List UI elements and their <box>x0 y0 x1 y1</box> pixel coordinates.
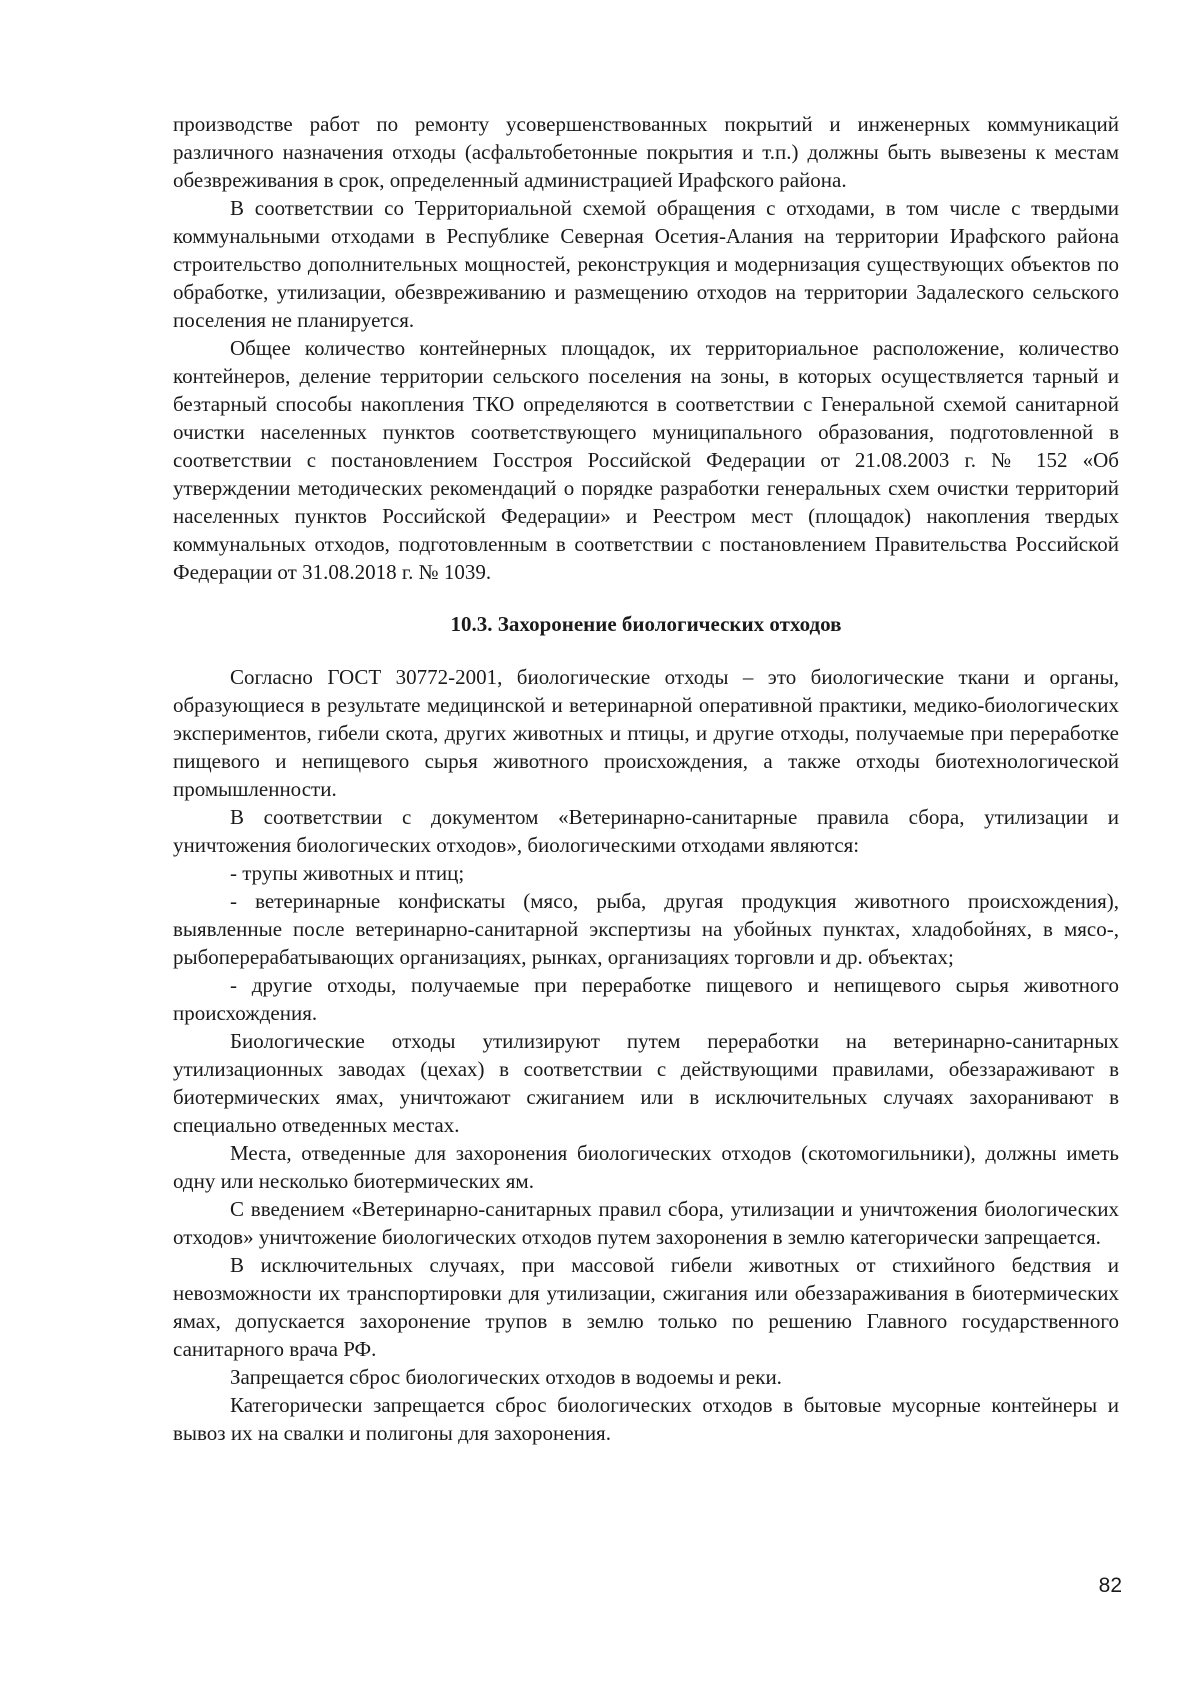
paragraph-container-prohibition: Категорически запрещается сброс биологических отходов в бытовые мусорные контейнеры и вывоз их на свалки и полигоны для захоронения. <box>173 1393 1119 1445</box>
document-body <box>173 110 1119 1447</box>
list-item-carcasses: - трупы животных и птиц; <box>230 861 465 885</box>
paragraph-vet-rules: В соответствии с документом «Ветеринарно-санитарные правила сбора, утилизации и уничтожения биологических отходов», биологическими отходами являются: <box>173 805 1119 857</box>
paragraph-gost-definition: Согласно ГОСТ 30772-2001, биологические отходы – это биологические ткани и органы, образующиеся в результате медицинской и ветеринарной оперативной практики, медико-биологических экспериментов, гибели скота, других животных и птицы, и другие отходы, получаемые при переработке пищевого и непищевого сырья животного происхождения, а также отходы биотехнологической промышленности. <box>173 665 1119 801</box>
section-heading: 10.3. Захоронение биологических отходов <box>450 612 842 636</box>
paragraph-burial-sites: Места, отведенные для захоронения биологических отходов (скотомогильники), должны иметь одну или несколько биотермических ям. <box>173 1141 1119 1193</box>
list-item-confiscates: - ветеринарные конфискаты (мясо, рыба, другая продукция животного происхождения), выявленные после ветеринарно-санитарной экспертизы на убойных пунктах, хладобойнях, в мясо-, рыбоперерабатывающих организациях, рынках, организациях торговли и др. объектах; <box>173 889 1119 969</box>
paragraph-disposal-methods: Биологические отходы утилизируют путем переработки на ветеринарно-санитарных утилизационных заводах (цехах) в соответствии с действующими правилами, обеззараживают в биотермических ямах, уничтожают сжиганием или в исключительных случаях захоранивают в специально отведенных местах. <box>173 1029 1119 1137</box>
paragraph-territorial-scheme: В соответствии со Территориальной схемой обращения с отходами, в том числе с твердыми коммунальными отходами в Республике Северная Осетия-Алания на территории Ирафского района строительство дополнительных мощностей, реконструкция и модернизация существующих объектов по обработке, утилизации, обезвреживанию и размещению отходов на территории Задалеского сельского поселения не планируется. <box>173 196 1119 332</box>
paragraph-water-prohibition: Запрещается сброс биологических отходов в водоемы и реки. <box>230 1365 782 1389</box>
paragraph-continuation: производстве работ по ремонту усовершенствованных покрытий и инженерных коммуникаций различного назначения отходы (асфальтобетонные покрытия и т.п.) должны быть вывезены к местам обезвреживания в срок, определенный администрацией Ирафского района. <box>173 112 1119 192</box>
page-number: 82 <box>1098 1574 1122 1597</box>
paragraph-burial-prohibited: С введением «Ветеринарно-санитарных правил сбора, утилизации и уничтожения биологических отходов» уничтожение биологических отходов путем захоронения в землю категорически запрещается. <box>173 1197 1119 1249</box>
paragraph-container-sites: Общее количество контейнерных площадок, их территориальное расположение, количество контейнеров, деление территории сельского поселения на зоны, в которых осуществляется тарный и безтарный способы накопления ТКО определяются в соответствии с Генеральной схемой санитарной очистки населенных пунктов соответствующего муниципального образования, подготовленной в соответствии с постановлением Госстроя Российской Федерации от 21.08.2003 г. № 152 «Об утверждении методических рекомендаций о порядке разработки генеральных схем очистки территорий населенных пунктов Российской Федерации» и Реестром мест (площадок) накопления твердых коммунальных отходов, подготовленным в соответствии с постановлением Правительства Российской Федерации от 31.08.2018 г. № 1039. <box>173 336 1119 584</box>
list-item-other-waste: - другие отходы, получаемые при переработке пищевого и непищевого сырья животного происхождения. <box>173 973 1119 1025</box>
paragraph-exceptional-cases: В исключительных случаях, при массовой гибели животных от стихийного бедствия и невозможности их транспортировки для утилизации, сжигания или обеззараживания в биотермических ямах, допускается захоронение трупов в землю только по решению Главного государственного санитарного врача РФ. <box>173 1253 1119 1361</box>
